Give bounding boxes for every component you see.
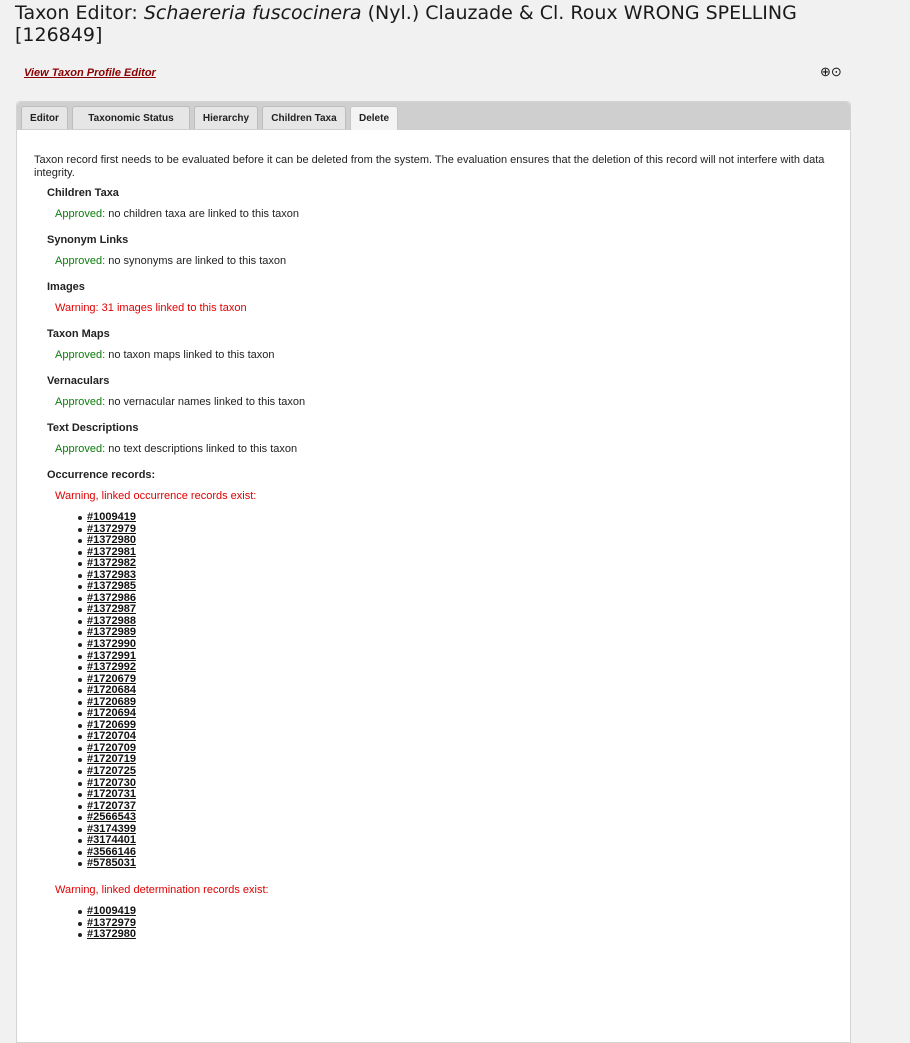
list-item — [87, 754, 834, 766]
page-title — [15, 2, 835, 46]
section-heading: Children Taxa — [47, 187, 119, 199]
result-message: no text descriptions linked to this taxon — [105, 443, 298, 455]
approved-label: Approved: — [55, 255, 106, 267]
record-link[interactable]: #1720699 — [87, 718, 136, 731]
record-link[interactable]: #1009419 — [87, 511, 136, 523]
list-item — [87, 604, 834, 616]
section-result — [55, 208, 834, 221]
list-item — [87, 858, 834, 870]
intro-text: Taxon record first needs to be evaluated before it can be deleted from the system. The evaluation ensures that the deletion of this record will not interfere with data integrity. — [34, 154, 825, 179]
result-message: no vernacular names linked to this taxon — [105, 396, 306, 408]
list-item — [87, 766, 834, 778]
list-item — [87, 906, 834, 918]
occurrence-warning: Warning, linked occurrence records exist: — [55, 490, 257, 502]
section-heading: Taxon Maps — [47, 328, 110, 340]
list-item — [87, 581, 834, 593]
record-link[interactable]: #1372979 — [87, 916, 136, 929]
record-link[interactable]: #1372989 — [87, 626, 136, 639]
title-prefix: Taxon Editor: — [15, 2, 144, 24]
record-link[interactable]: #3566146 — [87, 845, 136, 858]
list-item — [87, 731, 834, 743]
determination-record-list — [34, 906, 834, 941]
tab-delete[interactable]: Delete — [350, 106, 398, 130]
section-result — [55, 396, 834, 409]
list-item — [87, 570, 834, 582]
warning-label: Warning: 31 images linked to this taxon — [55, 302, 247, 314]
list-item — [87, 847, 834, 859]
tab-bar — [17, 102, 850, 130]
record-link[interactable]: #1372983 — [87, 568, 136, 581]
title-suffix: (Nyl.) Clauzade & Cl. Roux WRONG SPELLING [126849] — [15, 2, 797, 46]
record-link[interactable]: #1720737 — [87, 799, 136, 812]
record-link[interactable]: #1372980 — [87, 928, 136, 941]
record-link[interactable]: #1720719 — [87, 753, 136, 766]
list-item — [87, 778, 834, 790]
list-item — [87, 697, 834, 709]
record-link[interactable]: #1720689 — [87, 695, 136, 708]
collapse-all-icon[interactable]: ⊙ — [830, 64, 842, 79]
delete-evaluation-content — [34, 154, 834, 941]
list-item — [87, 651, 834, 663]
tab-editor[interactable]: Editor — [21, 106, 68, 129]
section-heading: Synonym Links — [47, 234, 129, 246]
record-link[interactable]: #1720725 — [87, 765, 136, 778]
record-link[interactable]: #1009419 — [87, 904, 136, 917]
record-link[interactable]: #1372980 — [87, 534, 136, 547]
tab-hierarchy[interactable]: Hierarchy — [194, 106, 258, 129]
record-link[interactable]: #1372992 — [87, 661, 136, 674]
section-heading-occurrence: Occurrence records: — [47, 469, 156, 481]
record-link[interactable]: #5785031 — [87, 857, 136, 870]
list-item — [87, 662, 834, 674]
record-link[interactable]: #1720709 — [87, 741, 136, 754]
evaluation-sections — [34, 187, 834, 456]
record-link[interactable]: #1720694 — [87, 707, 136, 720]
editor-panel — [16, 101, 851, 1043]
record-link[interactable]: #1372991 — [87, 649, 136, 662]
list-item — [87, 535, 834, 547]
tab-taxonomic-status[interactable]: Taxonomic Status — [72, 106, 190, 129]
list-item — [87, 743, 834, 755]
record-link[interactable]: #1720731 — [87, 788, 136, 801]
approved-label: Approved: — [55, 396, 106, 408]
approved-label: Approved: — [55, 443, 106, 455]
list-item — [87, 512, 834, 524]
list-item — [87, 558, 834, 570]
determination-warning: Warning, linked determination records exist: — [55, 883, 269, 896]
expand-all-icon[interactable]: ⊕ — [820, 64, 831, 79]
section-heading: Images — [47, 281, 85, 293]
record-link[interactable]: #3174399 — [87, 822, 136, 835]
record-link[interactable]: #1720704 — [87, 730, 136, 743]
approved-label: Approved: — [55, 349, 106, 361]
list-item — [87, 524, 834, 536]
expand-collapse-controls — [820, 64, 842, 80]
list-item — [87, 547, 834, 559]
list-item — [87, 929, 834, 941]
list-item — [87, 685, 834, 697]
record-link[interactable]: #1720679 — [87, 672, 136, 685]
section-heading: Vernaculars — [47, 375, 110, 387]
list-item — [87, 639, 834, 651]
occurrence-record-list — [34, 512, 834, 870]
list-item — [87, 835, 834, 847]
list-item — [87, 918, 834, 930]
record-link[interactable]: #3174401 — [87, 834, 136, 847]
record-link[interactable]: #1720684 — [87, 684, 136, 697]
record-link[interactable]: #1372986 — [87, 591, 136, 604]
list-item — [87, 824, 834, 836]
record-link[interactable]: #2566543 — [87, 811, 136, 824]
section-heading: Text Descriptions — [47, 422, 139, 434]
list-item — [87, 720, 834, 732]
list-item — [87, 801, 834, 813]
list-item — [87, 708, 834, 720]
record-link[interactable]: #1372987 — [87, 603, 136, 616]
section-result — [55, 302, 834, 315]
record-link[interactable]: #1372981 — [87, 545, 136, 558]
record-link[interactable]: #1372985 — [87, 580, 136, 593]
record-link[interactable]: #1372982 — [87, 557, 136, 570]
record-link[interactable]: #1372988 — [87, 614, 136, 627]
record-link[interactable]: #1720730 — [87, 776, 136, 789]
list-item — [87, 627, 834, 639]
list-item — [87, 593, 834, 605]
record-link[interactable]: #1372979 — [87, 522, 136, 535]
view-taxon-profile-editor-link[interactable]: View Taxon Profile Editor — [24, 67, 156, 79]
scientific-name: Schaereria fuscocinera — [143, 2, 362, 24]
approved-label: Approved: — [55, 208, 106, 220]
section-result — [55, 255, 834, 268]
list-item — [87, 789, 834, 801]
record-link[interactable]: #1372990 — [87, 638, 136, 651]
result-message: no children taxa are linked to this taxon — [105, 208, 299, 220]
list-item — [87, 616, 834, 628]
section-result — [55, 349, 834, 362]
section-result — [55, 443, 834, 456]
result-message: no synonyms are linked to this taxon — [105, 255, 287, 267]
list-item — [87, 812, 834, 824]
list-item — [87, 674, 834, 686]
result-message: no taxon maps linked to this taxon — [105, 349, 275, 361]
tab-children-taxa[interactable]: Children Taxa — [262, 106, 346, 129]
